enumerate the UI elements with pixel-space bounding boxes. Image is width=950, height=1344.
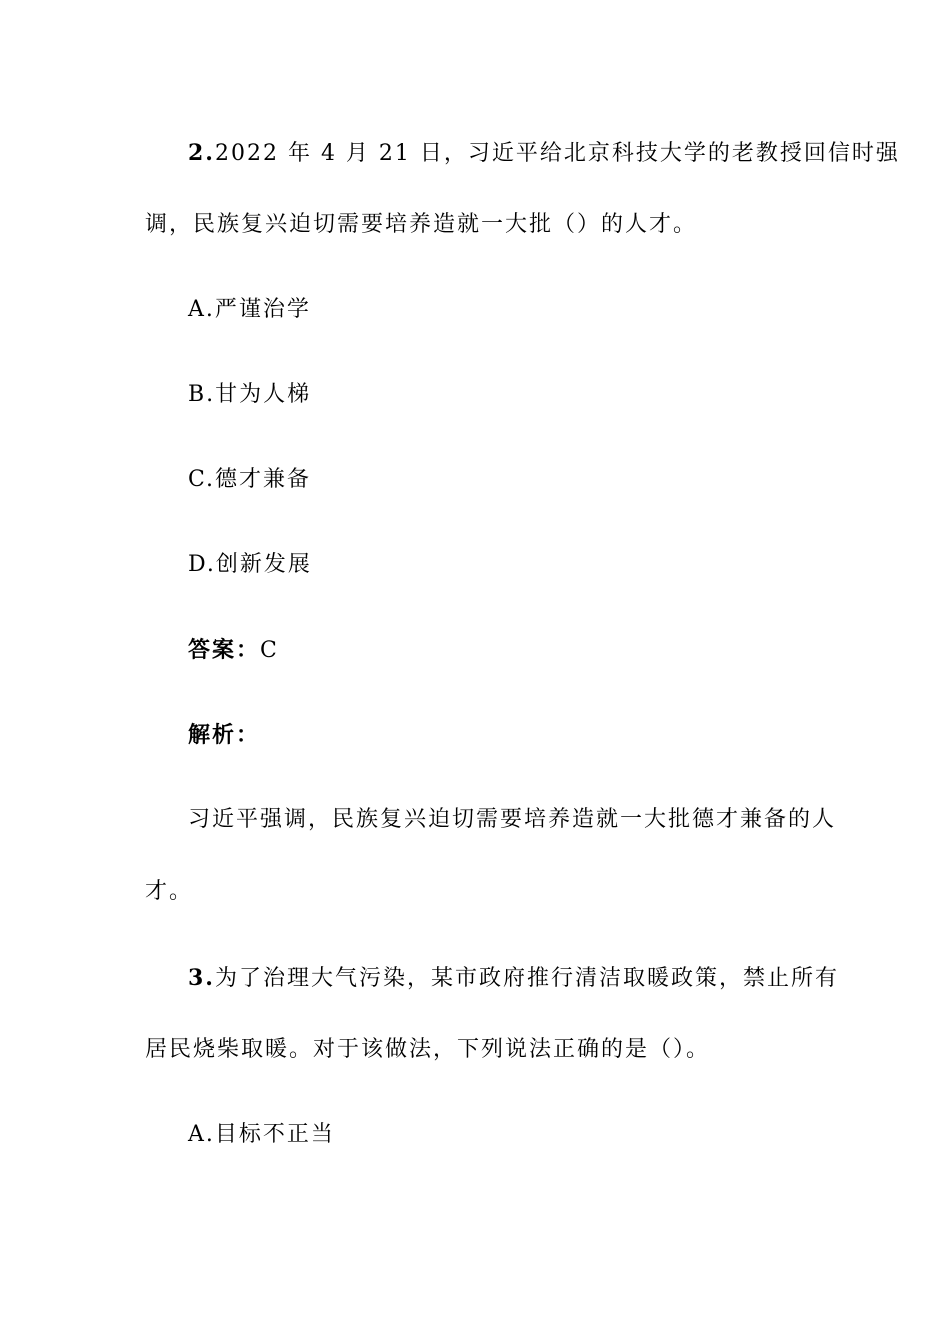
- question-3-option-a: A.目标不正当: [188, 1122, 335, 1147]
- question-3-stem-line-2: 居民烧柴取暖。对于该做法，下列说法正确的是（）。: [145, 1037, 711, 1062]
- question-3-number: 3.: [188, 965, 215, 991]
- answer-value: C: [260, 638, 279, 663]
- answer-label: 答案：: [188, 637, 261, 663]
- question-2-stem-line-1: [0, 138, 950, 169]
- question-3-stem-line-1: [0, 963, 950, 994]
- question-2-stem-text-1: 2022 年 4 月 21 日，习近平给北京科技大学的老教授回信时强: [214, 141, 900, 166]
- question-2-number: 2.: [188, 140, 215, 166]
- question-3-stem-text-1: 为了治理大气污染，某市政府推行清洁取暖政策，禁止所有: [214, 966, 839, 991]
- question-2-stem-line-2: 调，民族复兴迫切需要培养造就一大批（）的人才。: [145, 212, 698, 237]
- question-2-answer: [0, 635, 950, 666]
- analysis-line-1: 习近平强调，民族复兴迫切需要培养造就一大批德才兼备的人: [188, 807, 837, 832]
- question-2-option-c: C.德才兼备: [188, 467, 312, 492]
- question-2-option-b: B.甘为人梯: [188, 382, 312, 407]
- analysis-line-2: 才。: [145, 879, 194, 904]
- question-2-option-d: D.创新发展: [188, 552, 312, 577]
- question-2-option-a: A.严谨治学: [188, 297, 311, 322]
- analysis-label: 解析：: [188, 722, 261, 748]
